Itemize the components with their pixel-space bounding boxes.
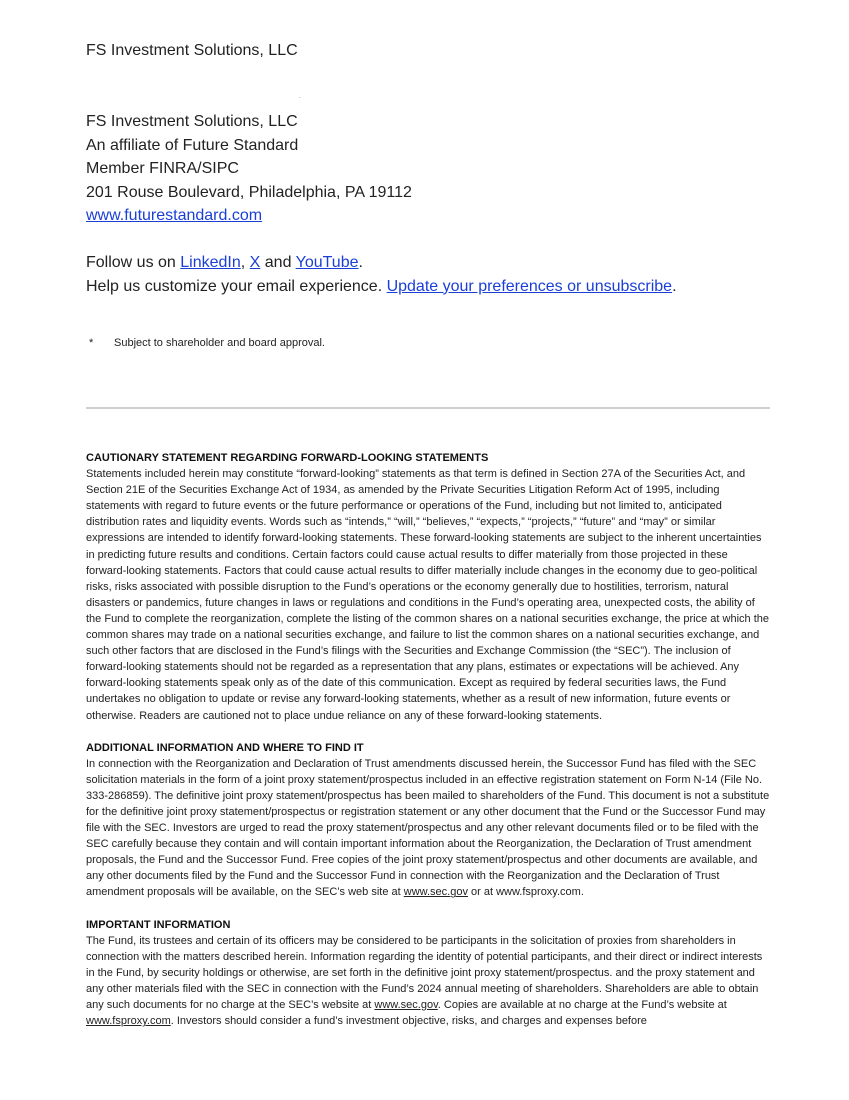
social-period: . — [358, 254, 363, 271]
member-line: Member FINRA/SIPC — [86, 160, 239, 177]
header-title: FS Investment Solutions, LLC — [86, 42, 298, 59]
spacer — [86, 228, 677, 252]
youtube-link[interactable]: YouTube — [295, 254, 359, 271]
sec-link[interactable]: www.sec.gov — [403, 886, 468, 899]
legal-disclosures — [86, 450, 770, 1045]
additional-info-tail: or at www.fsproxy.com. — [467, 886, 584, 899]
sec-link-2[interactable]: www.sec.gov — [374, 999, 438, 1011]
affiliate-line: An affiliate of Future Standard — [86, 136, 299, 154]
contact-block — [86, 110, 677, 298]
preferences-prefix: Help us customize your email experience. — [86, 277, 387, 295]
address-line: 201 Rouse Boulevard, Philadelphia, PA 19112 — [86, 183, 412, 201]
important-info-tail: . Investors should consider a fund’s investment objective, risks, and charges and expenses before — [170, 1015, 647, 1028]
footnote-text: Subject to shareholder and board approval. — [114, 337, 325, 349]
important-info-middle: . Copies are available at no charge at the Fund’s website at — [437, 999, 727, 1011]
important-info-text: The Fund, its trustees and certain of its officers may be considered to be participants in the solicitation of proxies from shareholders in connection with the matters described herein. Information regarding the identity of potential participants, and their direct or indirect interests in the Fund, by security holdings or otherwise, are set forth in the definitive joint proxy statement/prospectus. and the proxy statement and any other materials filed with the SEC in connection with the Fund’s 2024 annual meeting of shareholders. Shareholders are able to obtain any such documents for no charge at the SEC’s website at — [86, 934, 763, 1011]
social-line — [86, 251, 677, 275]
website-link[interactable]: www.futurestandard.com — [86, 207, 263, 224]
divider — [86, 407, 770, 409]
social-and: and — [260, 254, 296, 271]
unsubscribe-link[interactable]: Update your preferences or unsubscribe — [386, 277, 673, 295]
footnote-marker: * — [89, 337, 94, 349]
additional-info-body — [86, 756, 770, 901]
additional-info-text: In connection with the Reorganization and Declaration of Trust amendments discussed herein, the Successor Fund has filed with the SEC solicitation materials in the form of a joint proxy statement/prospectus included in an effective registration statement on Form N-14 (File No. 333-286859). The definitive joint proxy statement/prospectus has been mailed to shareholders of the Fund. This document is not a substitute for the definitive joint proxy statement/prospectus or registration statement or any other document that the Fund or the Successor Fund may file with the SEC. Investors are urged to read the proxy statement/prospectus and any other relevant documents filed or to be filed with the SEC carefully because they contain and will contain important information about the Reorganization, the Declaration of Trust amendment proposals, the Fund and the Successor Fund. Free copies of the joint proxy statement/prospectus and other documents are available, and any other documents filed by the Fund and the Successor Fund in connection with the Reorganization and the Declaration of Trust amendment proposals will be available, on the SEC’s web site at — [86, 757, 770, 899]
social-comma: , — [240, 254, 250, 271]
preferences-line — [86, 275, 677, 299]
social-prefix: Follow us on — [86, 254, 181, 271]
company-name: FS Investment Solutions, LLC — [86, 113, 298, 130]
important-info-body — [86, 933, 770, 1030]
x-link[interactable]: X — [249, 254, 261, 271]
footnote — [89, 336, 325, 350]
cautionary-heading: CAUTIONARY STATEMENT REGARDING FORWARD-LOOKING STATEMENTS — [86, 452, 489, 464]
additional-info-heading: ADDITIONAL INFORMATION AND WHERE TO FIND IT — [86, 741, 364, 754]
important-info-heading: IMPORTANT INFORMATION — [86, 918, 231, 931]
linkedin-link[interactable]: LinkedIn — [180, 254, 241, 271]
fsproxy-link[interactable]: www.fsproxy.com — [86, 1015, 171, 1028]
separator-dot: . — [299, 94, 301, 100]
preferences-period: . — [672, 277, 677, 295]
cautionary-body: Statements included herein may constitute “forward-looking” statements as that term is defined in Section 27A of the Securities Act, and Section 21E of the Securities Exchange Act of 1934, as amended by the Private Securities Litigation Reform Act of 1995, including statements with regard to future events or the future performance or operations of the Fund, including but not limited to, anticipated distribution rates and liquidity events. Words such as “intends,” “will,” “believes,” “expects,” “projects,” “future” and “may” or similar expressions are intended to identify forward-looking statements. These forward-looking statements are subject to the inherent uncertainties in predicting future results and conditions. Certain factors could cause actual results to differ materially from those projected in these forward-looking statements. Factors that could cause actual results to differ materially include changes in the economy due to geo-political risks, risks associated with possible disruption to the Fund’s operations or the economy generally due to hostilities, terrorism, natural disasters or pandemics, future changes in laws or regulations and conditions in the Fund’s operating area, unexpected costs, the ability of the Fund to complete the reorganization, complete the listing of the common shares on a national securities exchange, the price at which the common shares may trade on a national securities exchange, and failure to list the common shares on a national securities exchange, and such other factors that are disclosed in the Fund’s filings with the Securities and Exchange Commission (the “SEC”). The inclusion of forward-looking statements should not be regarded as a representation that any plans, estimates or expectations will be achieved. Any forward-looking statements speak only as of the date of this communication. Except as required by federal securities laws, the Fund undertakes no obligation to update or revise any forward-looking statements, whether as a result of new information, future events or otherwise. Readers are cautioned not to place undue reliance on any of these forward-looking statements. — [86, 468, 770, 722]
